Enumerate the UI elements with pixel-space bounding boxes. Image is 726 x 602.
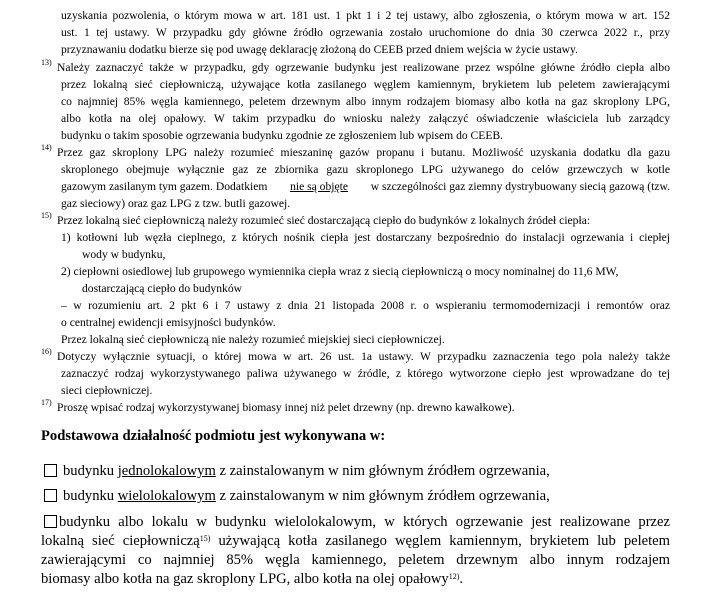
option-label-single-unit-building: budynku jednolokalowym z zainstalowanym w nim głównym źródłem ogrzewania, xyxy=(63,463,550,479)
text-line: o centralnej ewidencji emisyjności budynków. xyxy=(61,316,276,329)
text-line: co najmniej 85% węgla kamiennego, peletem drzewnym albo innym rodzajem biomasy albo kotła na gaz skroplony LPG, xyxy=(61,95,670,108)
underlined-phrase: wielolokalowym xyxy=(117,488,216,504)
option-label-local-heating-network xyxy=(41,513,671,589)
text-line: Przez lokalną sieć ciepłowniczą nie należy rozumieć miejskiej sieci ciepłowniczej. xyxy=(61,333,445,346)
text-line: Proszę wpisać rodzaj wykorzystywanej biomasy innej niż pelet drzewny (np. drewno kawałkowe). xyxy=(57,401,515,414)
underlined-phrase: nie są objęte xyxy=(290,180,349,193)
text-line: Przez gaz skroplony LPG należy rozumieć mieszaninę gazów propanu i butanu. Możliwość uzyskania dodatku dla gazu xyxy=(57,146,670,159)
text-segment: gazowym zasilanym tym gazem. Dodatkiem xyxy=(61,180,268,193)
footnote-number: 14) xyxy=(41,143,52,152)
checkbox-single-unit-building[interactable] xyxy=(44,464,57,477)
text-line: wody w budynku, xyxy=(82,248,166,261)
text-line-mixed xyxy=(61,179,670,196)
text-line: przyznawaniu dodatku bierze się pod uwagę deklarację złożoną do CEEB przed dniem wejścia w życie ustawy. xyxy=(61,43,578,56)
option-label-multi-unit-building: budynku wielolokalowym z zainstalowanym w nim głównym źródłem ogrzewania, xyxy=(63,488,550,504)
option-line: biomasy albo kotła na gaz skroplony LPG, albo kotła na olej opałowy$^{12)}$. xyxy=(41,571,464,587)
text-line: skroplonego obejmuje wyłącznie gaz ze zbiornika gazu skroplonego LPG używanego do celów grzewczych w kotle xyxy=(61,163,670,176)
section-heading: Podstawowa działalność podmiotu jest wykonywana w: xyxy=(41,428,386,444)
text-line: uzyskania pozwolenia, o którym mowa w art. 181 ust. 1 pkt 1 i 2 tej ustawy, albo zgłoszenia, o którym mowa w art. 152 xyxy=(61,9,670,22)
checkbox-local-heating-network[interactable] xyxy=(44,515,57,528)
underlined-phrase: jednolokalowym xyxy=(117,463,216,479)
footnote-number: 13) xyxy=(41,58,52,67)
option-line: lokalną sieć ciepłowniczą$^{15)}$ używającą kotła zasilanego węglem kamiennym, brykietem lub peletem xyxy=(41,533,671,549)
text-line: – w rozumieniu art. 2 pkt 6 i 7 ustawy z dnia 21 listopada 2008 r. o wspieraniu termomodernizacji i remontów oraz xyxy=(61,299,670,312)
text-line: Dotyczy wyłącznie sytuacji, o której mowa w art. 26 ust. 1a ustawy. W przypadku zaznaczenia tego pola należy także xyxy=(57,350,670,363)
text-line: Należy zaznaczyć także w przypadku, gdy ogrzewanie budynku jest realizowane przez wspólne główne źródło ciepła albo xyxy=(57,61,670,74)
footnote-number: 17) xyxy=(41,398,52,407)
text-line: przez lokalną sieć ciepłowniczą, używające kotła zasilanego węglem kamiennym, brykietem lub peletem zawierającymi xyxy=(61,78,670,91)
text-line: albo kotła na olej opałowy. W takim przypadku do wniosku należy załączyć oświadczenie właściciela lub zarządcy xyxy=(61,112,670,125)
text-line: ust. 1 tej ustawy. W przypadku gdy główne źródło ogrzewania zostało uruchomione do dnia 30 czerwca 2022 r., przy xyxy=(61,26,670,39)
text-line: 1) kotłowni lub węzła cieplnego, z których nośnik ciepła jest dostarczany bezpośrednio do instalacji ogrzewania i ciepłej xyxy=(61,231,670,244)
text-line: budynku o takim sposobie ogrzewania budynku zgodnie ze zgłoszeniem lub wpisem do CEEB. xyxy=(61,129,504,142)
text-line: 2) ciepłowni osiedlowej lub grupowego wymiennika ciepła wraz z siecią ciepłowniczą o mocy nominalnej do 11,6 MW, xyxy=(61,265,619,278)
text-segment: w szczególności gaz ziemny dystrybuowany siecią gazową (tzw. xyxy=(370,180,670,193)
footnote-number: 16) xyxy=(41,347,52,356)
option-line: budynku albo lokalu w budynku wielolokalowym, w których ogrzewanie jest realizowane przez xyxy=(59,514,670,530)
checkbox-multi-unit-building[interactable] xyxy=(44,489,57,502)
text-line: dostarczającą ciepło do budynków xyxy=(82,282,242,295)
option-line: zawierającymi co najmniej 85% węgla kamiennego, peletem drzewnym albo innym rodzajem xyxy=(41,552,670,568)
text-line: sieci ciepłowniczej. xyxy=(61,384,153,397)
text-line: Przez lokalną sieć ciepłowniczą należy rozumieć sieć dostarczającą ciepło do budynków z lokalnych źródeł ciepła: xyxy=(57,214,591,227)
text-line: gaz sieciowy) oraz gaz LPG z tzw. butli gazowej. xyxy=(61,197,291,210)
footnote-number: 15) xyxy=(41,211,52,220)
text-line: zaznaczyć rodzaj wykorzystywanego paliwa używanego w źródle, z którego wytworzone ciepło jest wprowadzane do tej xyxy=(61,367,670,380)
